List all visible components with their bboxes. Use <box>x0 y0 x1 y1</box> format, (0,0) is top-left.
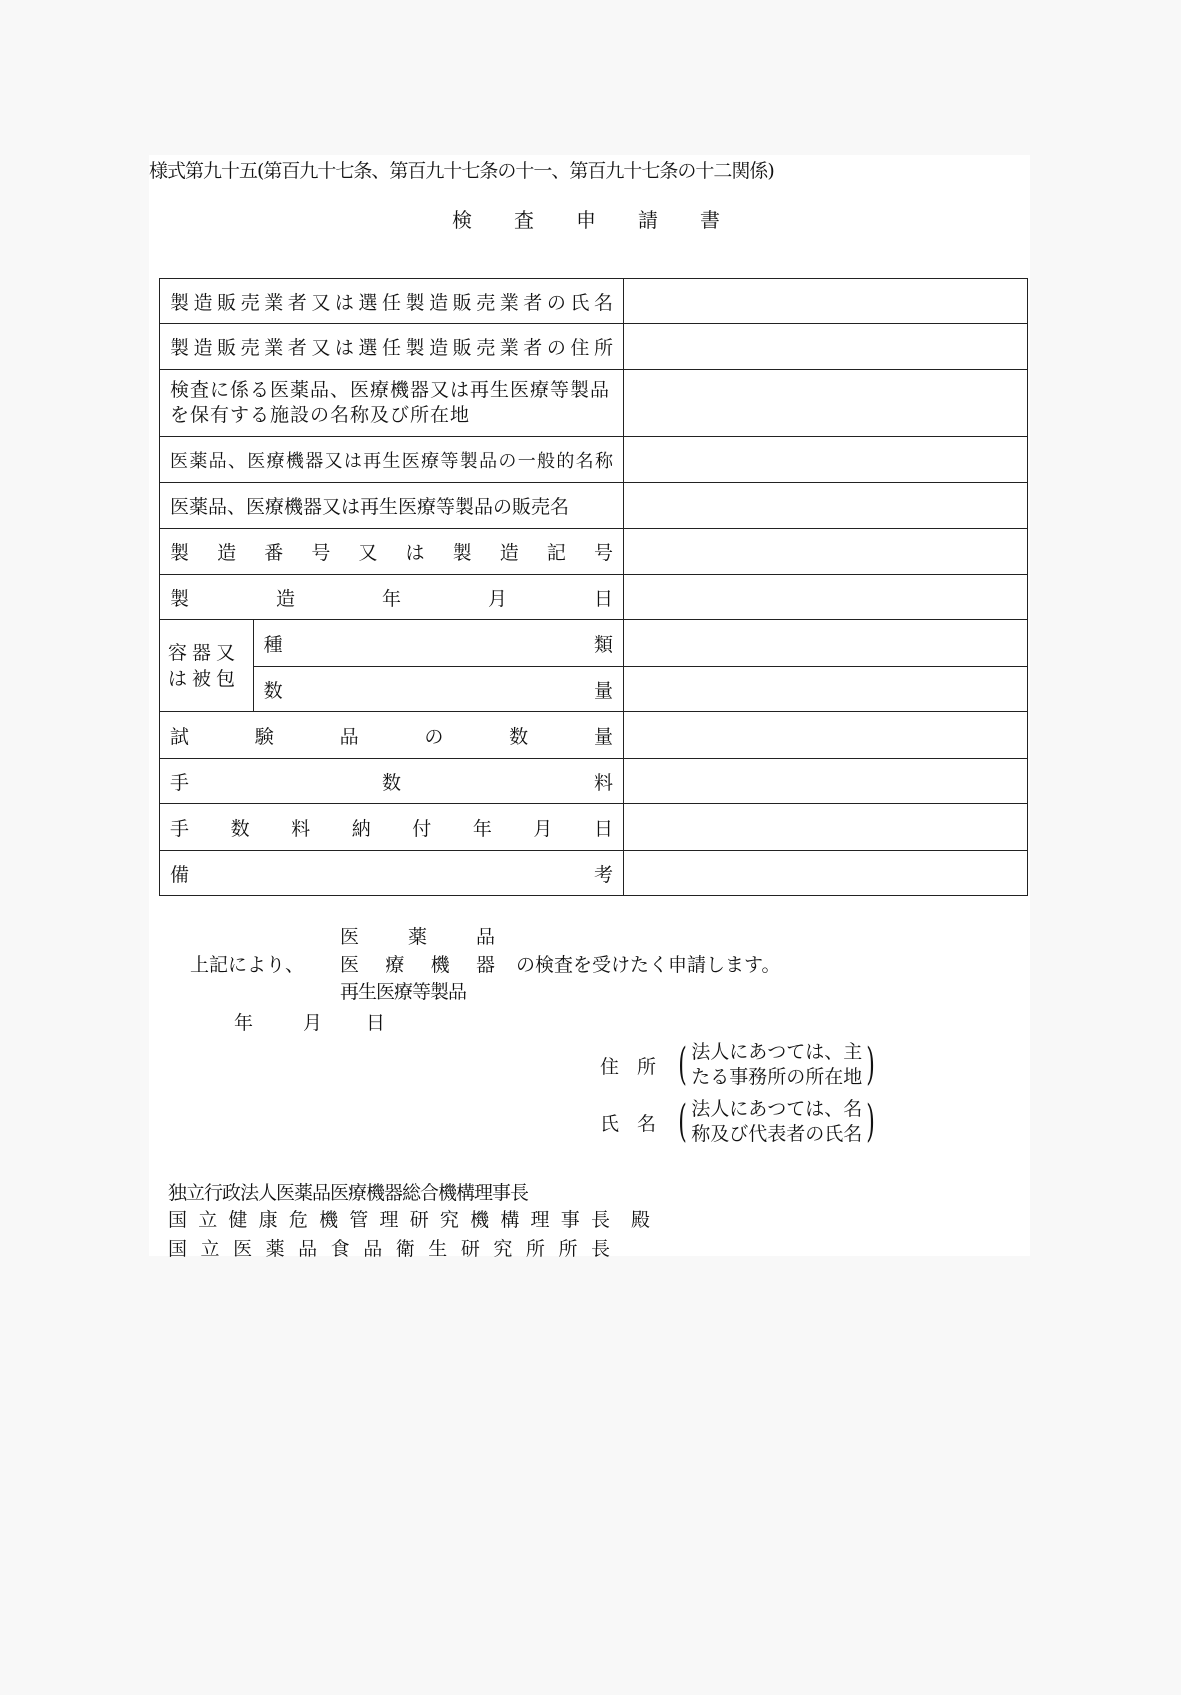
row-value-field[interactable] <box>623 804 1027 851</box>
applicant-name <box>600 1097 879 1147</box>
close-bracket: ) <box>866 1039 876 1090</box>
table-row <box>160 667 1028 712</box>
table-row <box>160 759 1028 804</box>
row-label: 備考 <box>160 851 624 896</box>
row-label: 手数料納付年月日 <box>160 804 624 851</box>
row-value-field[interactable] <box>623 324 1027 370</box>
row-value-field[interactable] <box>623 437 1027 483</box>
address-label: 住所 <box>600 1055 675 1078</box>
row-value-field[interactable] <box>623 370 1027 437</box>
note-line: 称及び代表者の氏名 <box>691 1123 863 1145</box>
form-number-header: 様式第九十五(第百九十七条、第百九十七条の十一、第百九十七条の十二関係) <box>149 160 774 182</box>
note-line: たる事務所の所在地 <box>691 1066 863 1088</box>
date-year: 年 <box>234 1012 254 1034</box>
table-row <box>160 804 1028 851</box>
name-note <box>691 1097 862 1147</box>
row-label: 製造番号又は製造記号 <box>160 529 624 575</box>
row-label: 医薬品、医療機器又は再生医療等製品の一般的名称 <box>160 437 624 483</box>
table-row <box>160 370 1028 437</box>
close-bracket: ) <box>866 1096 876 1147</box>
table-row <box>160 279 1028 324</box>
note-line: 法人にあつては、主 <box>691 1041 863 1063</box>
application-table <box>159 278 1028 896</box>
table-row <box>160 851 1028 896</box>
date-month: 月 <box>303 1012 323 1034</box>
row-value-field[interactable] <box>623 483 1027 529</box>
row-label: 医薬品、医療機器又は再生医療等製品の販売名 <box>160 483 624 529</box>
row-value-field[interactable] <box>623 529 1027 575</box>
row-value-field[interactable] <box>623 279 1027 324</box>
table-row <box>160 483 1028 529</box>
table-row <box>160 437 1028 483</box>
container-group-label: 容器又は被包 <box>160 620 254 712</box>
product-option-regenerative: 再生医療等製品 <box>340 981 467 1003</box>
row-label: 製造販売業者又は選任製造販売業者の住所 <box>160 324 624 370</box>
open-bracket: ( <box>678 1039 687 1090</box>
addressee-nihs: 国立医薬品食品衛生研究所所長 <box>168 1238 610 1260</box>
honorific: 殿 <box>631 1209 651 1231</box>
product-option-device: 医療機器 <box>340 954 495 976</box>
table-row <box>160 712 1028 759</box>
name-label: 氏名 <box>600 1112 675 1135</box>
note-line: 法人にあつては、名 <box>691 1098 863 1120</box>
row-label: 試験品の数量 <box>160 712 624 759</box>
table-row <box>160 324 1028 370</box>
row-value-field[interactable] <box>623 712 1027 759</box>
applicant-address <box>600 1040 879 1090</box>
open-bracket: ( <box>678 1096 687 1147</box>
row-value-field[interactable] <box>623 575 1027 620</box>
row-label: 製造年月日 <box>160 575 624 620</box>
row-label: 手数料 <box>160 759 624 804</box>
address-note <box>691 1040 862 1090</box>
addressee-pmda: 独立行政法人医薬品医療機器総合機構理事長 <box>168 1182 529 1204</box>
addressee-jihs: 国立健康危機管理研究機構理事長 <box>168 1209 610 1231</box>
row-label: 製造販売業者又は選任製造販売業者の氏名 <box>160 279 624 324</box>
table-row <box>160 620 1028 667</box>
row-value-field[interactable] <box>623 667 1027 712</box>
date-day: 日 <box>366 1012 386 1034</box>
statement-suffix: の検査を受けたく申請します。 <box>516 954 781 976</box>
row-label: 数量 <box>253 667 623 712</box>
row-value-field[interactable] <box>623 851 1027 896</box>
form-title: 検査申請書 <box>452 208 762 232</box>
row-value-field[interactable] <box>623 620 1027 667</box>
product-option-drug: 医薬品 <box>340 926 495 948</box>
row-label: 検査に係る医薬品、医療機器又は再生医療等製品を保有する施設の名称及び所在地 <box>160 370 624 437</box>
table-row <box>160 575 1028 620</box>
statement-prefix: 上記により、 <box>190 954 305 976</box>
table-row <box>160 529 1028 575</box>
row-value-field[interactable] <box>623 759 1027 804</box>
row-label: 種類 <box>253 620 623 667</box>
